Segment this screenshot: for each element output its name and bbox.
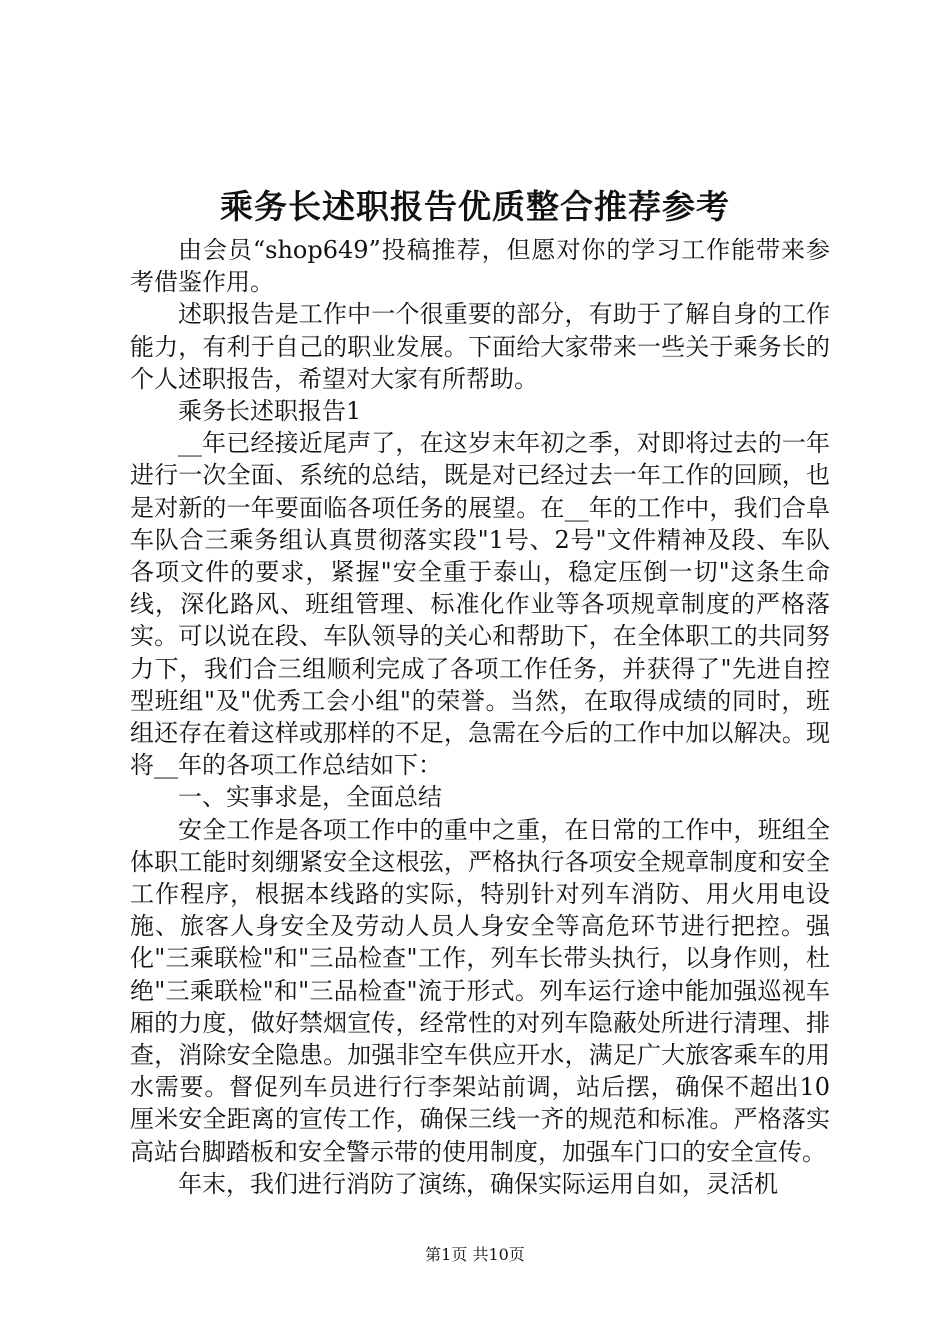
- paragraph-intro: 由会员“shop649”投稿推荐，但愿对你的学习工作能带来参考借鉴作用。: [130, 236, 830, 297]
- paragraph-overview: __年已经接近尾声了，在这岁末年初之季，对即将过去的一年进行一次全面、系统的总结，既是对已经过去一年工作的回顾，也是对新的一年要面临各项任务的展望。在__年的工作中，我们合阜车队合三乘务组认真贯彻落实段"1号、2号"文件精神及段、车队各项文件的要求，紧握"安全重于泰山，稳定压倒一切"这条生命线，深化路风、班组管理、标准化作业等各项规章制度的严格落实。可以说在段、车队领导的关心和帮助下，在全体职工的共同努力下，我们合三组顺利完成了各项工作任务，并获得了"先进自控型班组"及"优秀工会小组"的荣誉。当然，在取得成绩的同时，班组还存在着这样或那样的不足，急需在今后的工作中加以解决。现将__年的各项工作总结如下：: [130, 429, 830, 780]
- section-heading-report-1: 乘务长述职报告1: [178, 397, 362, 426]
- page-footer: 第1页 共10页: [425, 1245, 525, 1264]
- section-heading-1: 一、实事求是，全面总结: [178, 783, 442, 812]
- document-body: [130, 234, 830, 1200]
- paragraph-summary: 述职报告是工作中一个很重要的部分，有助于了解自身的工作能力，有利于自己的职业发展。下面给大家带来一些关于乘务长的个人述职报告，希望对大家有所帮助。: [130, 300, 830, 393]
- document-title: 乘务长述职报告优质整合推荐参考: [220, 187, 730, 226]
- paragraph-year-end: 年末，我们进行消防了演练，确保实际运用自如，灵活机: [178, 1169, 778, 1198]
- paragraph-safety: 安全工作是各项工作中的重中之重，在日常的工作中，班组全体职工能时刻绷紧安全这根弦，严格执行各项安全规章制度和安全工作程序，根据本线路的实际，特别针对列车消防、用火用电设施、旅客人身安全及劳动人员人身安全等高危环节进行把控。强化"三乘联检"和"三品检查"工作，列车长带头执行，以身作则，杜绝"三乘联检"和"三品检查"流于形式。列车运行途中能加强巡视车厢的力度，做好禁烟宣传，经常性的对列车隐蔽处所进行清理、排查，消除安全隐患。加强非空车供应开水，满足广大旅客乘车的用水需要。督促列车员进行行李架站前调，站后摆，确保不超出10厘米安全距离的宣传工作，确保三线一齐的规范和标准。严格落实高站台脚踏板和安全警示带的使用制度，加强车门口的安全宣传。: [130, 815, 830, 1166]
